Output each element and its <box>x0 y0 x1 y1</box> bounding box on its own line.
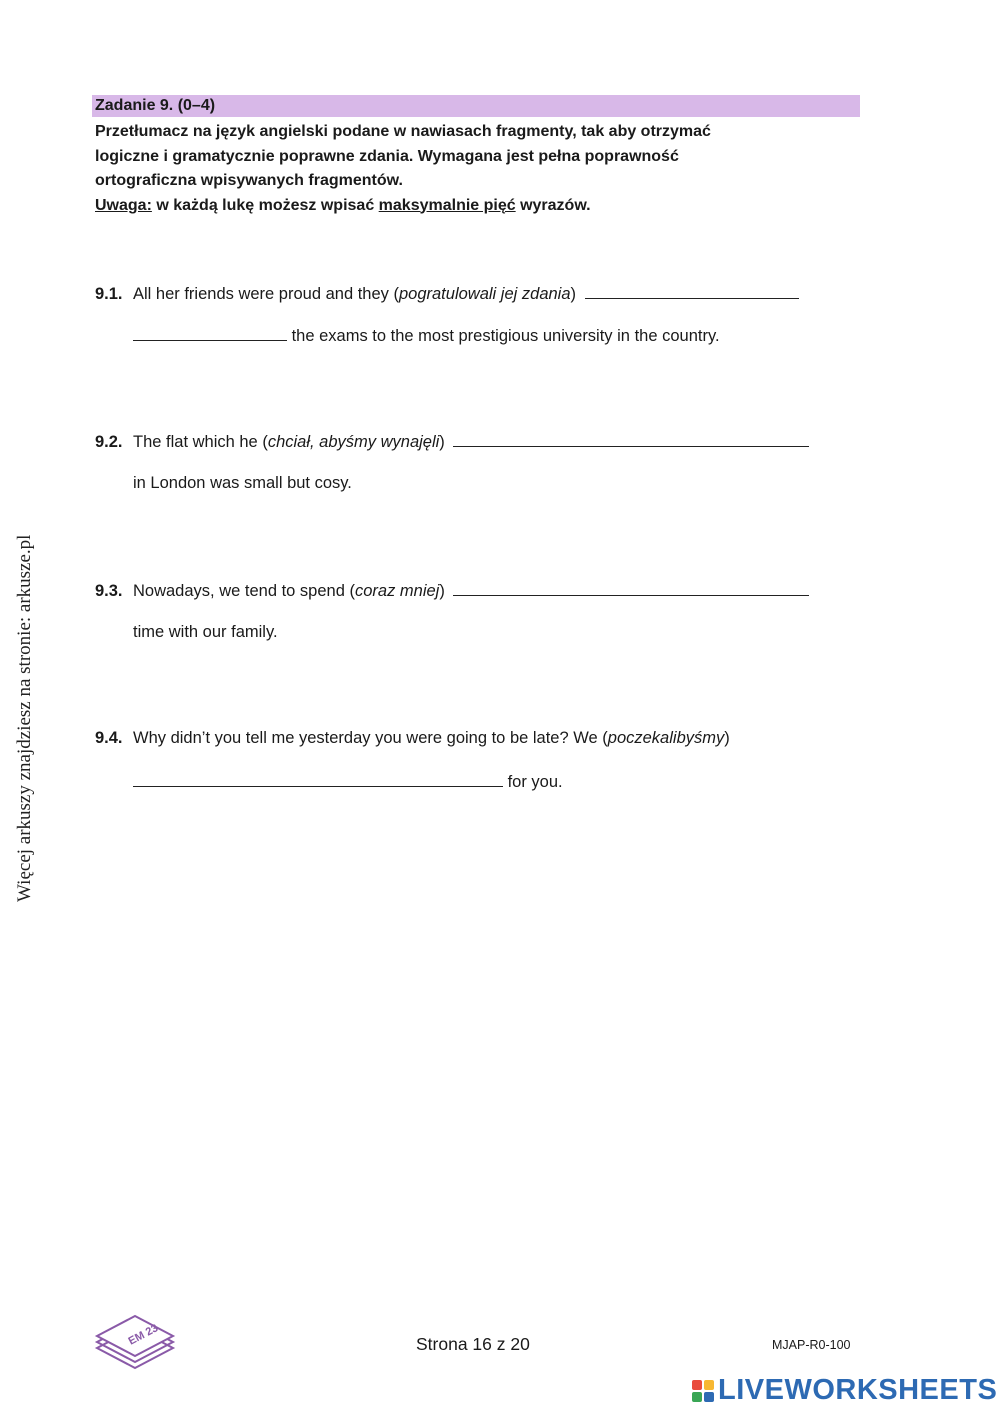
question-9-1-line2 <box>133 325 720 346</box>
polish-hint: poczekalibyśmy <box>607 729 725 747</box>
question-number: 9.4. <box>95 729 123 747</box>
polish-hint: chciał, abyśmy wynajęli <box>267 433 440 451</box>
instruction-line: ortograficzna wpisywanych fragmentów. <box>95 172 403 189</box>
logo-text: EM 23 <box>126 1322 161 1348</box>
liveworksheets-wordmark: LIVEWORKSHEETS <box>718 1374 998 1406</box>
question-9-3 <box>95 580 809 601</box>
question-text: for you. <box>503 773 563 791</box>
question-9-1 <box>95 283 799 304</box>
question-number: 9.1. <box>95 285 123 303</box>
note-label: Uwaga: <box>95 196 152 214</box>
polish-hint: coraz mniej <box>354 582 440 600</box>
question-text: in London was small but cosy. <box>133 474 352 492</box>
instruction-note <box>95 194 855 219</box>
liveworksheets-brand <box>692 1374 997 1407</box>
side-watermark-text: Więcej arkuszy znajdziesz na stronie: arkusze.pl <box>14 534 35 902</box>
question-number: 9.2. <box>95 433 123 451</box>
question-9-4-line2 <box>133 771 563 792</box>
exam-code: MJAP-R0-100 <box>772 1338 851 1352</box>
answer-blank[interactable] <box>585 283 799 299</box>
question-text: Why didn’t you tell me yesterday you were going to be late? We ( <box>133 729 608 747</box>
question-text: Nowadays, we tend to spend ( <box>133 582 355 600</box>
exam-logo-icon <box>93 1312 177 1372</box>
answer-blank[interactable] <box>133 771 503 787</box>
question-text: ) <box>570 285 577 303</box>
question-text: time with our family. <box>133 623 278 641</box>
question-text: ) <box>439 582 445 600</box>
note-text: w każdą lukę możesz wpisać <box>151 196 379 214</box>
question-text: ) <box>439 433 445 451</box>
note-emphasis: maksymalnie pięć <box>378 196 516 214</box>
liveworksheets-logo-icon <box>692 1380 714 1402</box>
answer-blank[interactable] <box>133 325 287 341</box>
page-number: Strona 16 z 20 <box>416 1334 530 1354</box>
question-9-2 <box>95 431 809 452</box>
question-text: The flat which he ( <box>133 433 268 451</box>
task-instructions <box>95 120 855 218</box>
instruction-line: logiczne i gramatycznie poprawne zdania. Wymagana jest pełna poprawność <box>95 147 679 165</box>
question-text: All her friends were proud and they ( <box>133 285 399 303</box>
answer-blank[interactable] <box>453 431 809 447</box>
note-text: wyrazów. <box>515 196 591 214</box>
polish-hint: pogratulowali jej zdania <box>398 285 571 303</box>
task-header: Zadanie 9. (0–4) <box>92 95 860 117</box>
question-text: the exams to the most prestigious university in the country. <box>287 327 720 345</box>
question-number: 9.3. <box>95 582 123 600</box>
question-9-4 <box>95 729 730 748</box>
question-text: ) <box>724 729 730 747</box>
answer-blank[interactable] <box>453 580 809 596</box>
instruction-line: Przetłumacz na język angielski podane w nawiasach fragmenty, tak aby otrzymać <box>95 123 711 140</box>
